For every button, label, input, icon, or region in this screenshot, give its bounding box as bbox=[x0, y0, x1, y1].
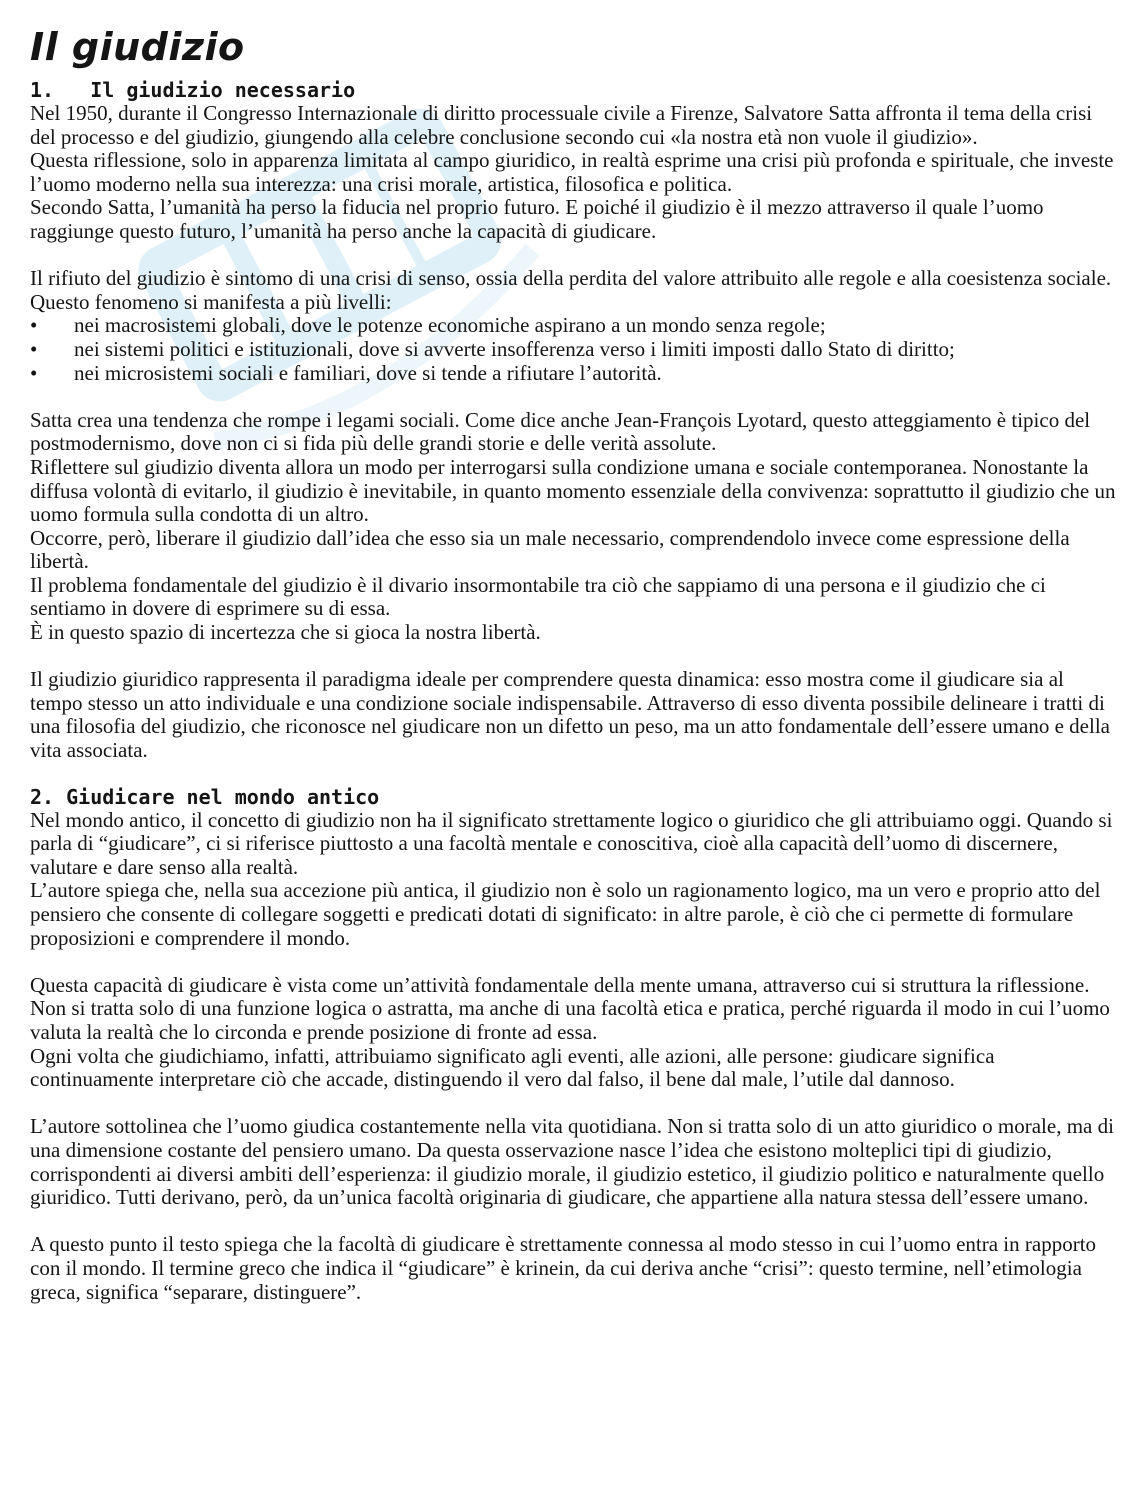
document-content bbox=[30, 22, 1118, 1304]
paragraph-gap bbox=[30, 645, 1118, 669]
paragraph: Questa capacità di giudicare è vista come un’attività fondamentale della mente umana, attraverso cui si struttura la riflessione. Non si tratta solo di una funzione logica o astratta, ma anche di una facoltà etica e pratica, perché riguarda il modo in cui l’uomo valuta la realtà che lo circonda e prende posizione di fronte ad essa. bbox=[30, 972, 1110, 1044]
paragraph: Nel 1950, durante il Congresso Internazionale di diritto processuale civile a Firenze, Salvatore Satta affronta il tema della crisi del processo e del giudizio, giungendo alla celebre conclusione secondo cui «la nostra età non vuole il giudizio». bbox=[30, 101, 1093, 149]
paragraph: Nel mondo antico, il concetto di giudizio non ha il significato strettamente logico o giuridico che gli attribuiamo oggi. Quando si parla di “giudicare”, ci si riferisce piuttosto a una facoltà mentale e conoscitiva, cioè alla capacità dell’uomo di discernere, valutare e dare senso alla realtà. bbox=[30, 807, 1113, 879]
paragraph-gap bbox=[30, 244, 1118, 268]
paragraph: Secondo Satta, l’umanità ha perso la fiducia nel proprio futuro. E poiché il giudizio è il mezzo attraverso il quale l’uomo raggiunge questo futuro, l’umanità ha perso anche la capacità di giudicare. bbox=[30, 195, 1044, 243]
bullet-item bbox=[30, 362, 1118, 386]
sections-container bbox=[30, 78, 1118, 1304]
bullet-text: nei microsistemi sociali e familiari, dove si tende a rifiutare l’autorità. bbox=[74, 360, 662, 385]
bullet-icon: • bbox=[30, 313, 38, 338]
bullet-icon: • bbox=[30, 336, 38, 361]
paragraph: Il problema fondamentale del giudizio è il divario insormontabile tra ciò che sappiamo di una persona e il giudizio che ci sentiamo in dovere di esprimere su di essa. bbox=[30, 572, 1046, 621]
paragraph-gap bbox=[30, 1092, 1118, 1116]
paragraph: L’autore spiega che, nella sua accezione più antica, il giudizio non è solo un ragionamento logico, ma un vero e proprio atto del pensiero che consente di collegare soggetti e predicati dotati di significato: in altre parole, è ciò che ci permette di formulare proposizioni e comprendere il mondo. bbox=[30, 878, 1101, 950]
paragraph-gap bbox=[30, 1210, 1118, 1234]
bullet-item bbox=[30, 314, 1118, 338]
section-heading: 2. Giudicare nel mondo antico bbox=[30, 784, 380, 809]
paragraph: Satta crea una tendenza che rompe i legami sociali. Come dice anche Jean-François Lyotard, questo atteggiamento è tipico del postmodernismo, dove non ci si fida più delle grandi storie e delle verità assolute. bbox=[30, 407, 1091, 456]
bullet-list bbox=[30, 314, 1118, 385]
paragraph-gap bbox=[30, 385, 1118, 409]
paragraph: Il giudizio giuridico rappresenta il paradigma ideale per comprendere questa dinamica: esso mostra come il giudicare sia al tempo stesso un atto individuale e una condizione sociale indispensabile. Attraverso di esso diventa possibile delineare i tratti di una filosofia del giudizio, che riconosce nel giudicare non un difetto un peso, ma un atto fondamentale dell’essere umano e della vita associata. bbox=[30, 667, 1110, 763]
paragraph-gap bbox=[30, 950, 1118, 974]
document-title: Il giudizio bbox=[30, 25, 245, 69]
bullet-icon: • bbox=[30, 360, 38, 385]
bullet-text: nei macrosistemi globali, dove le potenze economiche aspirano a un mondo senza regole; bbox=[74, 313, 826, 338]
paragraph: È in questo spazio di incertezza che si gioca la nostra libertà. bbox=[30, 620, 541, 645]
paragraph: Occorre, però, liberare il giudizio dall’idea che esso sia un male necessario, comprendendolo invece come espressione della libertà. bbox=[30, 525, 1070, 574]
paragraph: Ogni volta che giudichiamo, infatti, attribuiamo significato agli eventi, alle azioni, alle persone: giudicare significa continuamente interpretare ciò che accade, distinguendo il vero dal falso, il bene dal male, l’utile dal dannoso. bbox=[30, 1043, 995, 1092]
paragraph: Il rifiuto del giudizio è sintomo di una crisi di senso, ossia della perdita del valore attribuito alle regole e alla coesistenza sociale. Questo fenomeno si manifesta a più livelli: bbox=[30, 266, 1112, 314]
paragraph: Riflettere sul giudizio diventa allora un modo per interrogarsi sulla condizione umana e sociale contemporanea. Nonostante la diffusa volontà di evitarlo, il giudizio è inevitabile, in quanto momento essenziale della convivenza: soprattutto il giudizio che un uomo formula sulla condotta di un altro. bbox=[30, 454, 1116, 527]
paragraph: A questo punto il testo spiega che la facoltà di giudicare è strettamente connessa al modo stesso in cui l’uomo entra in rapporto con il mondo. Il termine greco che indica il “giudicare” è krinein, da cui deriva anche “crisi”: questo termine, nell’etimologia greca, significa “separare, distinguere”. bbox=[30, 1232, 1097, 1304]
bullet-text: nei sistemi politici e istituzionali, dove si avverte insofferenza verso i limiti imposti dallo Stato di diritto; bbox=[74, 336, 955, 361]
section-heading: 1. Il giudizio necessario bbox=[30, 78, 356, 102]
bullet-item bbox=[30, 338, 1118, 362]
paragraph: Questa riflessione, solo in apparenza limitata al campo giuridico, in realtà esprime una crisi più profonda e spirituale, che investe l’uomo moderno nella sua interezza: una crisi morale, artistica, filosofica e politica. bbox=[30, 148, 1114, 196]
paragraph: L’autore sottolinea che l’uomo giudica costantemente nella vita quotidiana. Non si tratta solo di un atto giuridico o morale, ma di una dimensione costante del pensiero umano. Da questa osservazione nasce l’idea che esistono molteplici tipi di giudizio, corrispondenti ai diversi ambiti dell’esperienza: il giudizio morale, il giudizio estetico, il giudizio politico e naturalmente quello giuridico. Tutti derivano, però, da un’unica facoltà originaria di giudicare, che appartiene alla natura stessa dell’essere umano. bbox=[30, 1114, 1114, 1210]
